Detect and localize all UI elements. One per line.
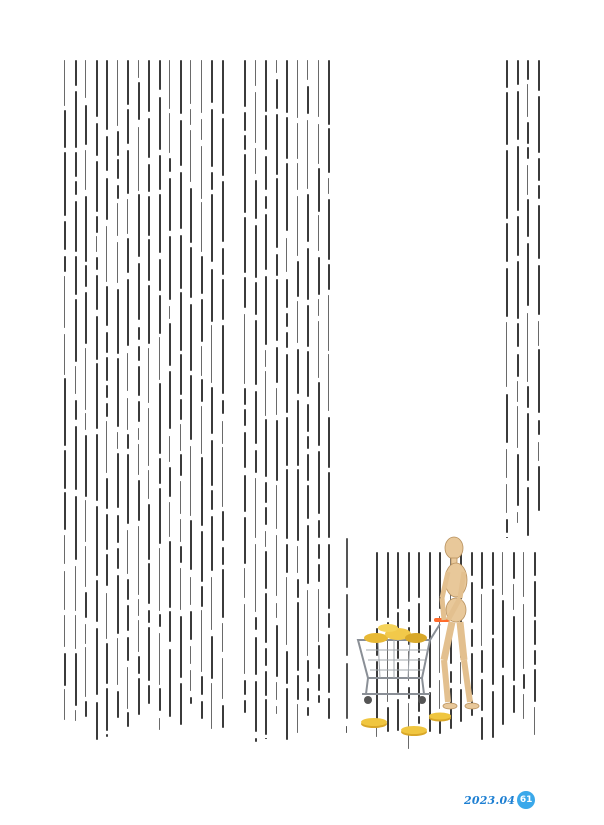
text-column xyxy=(180,60,185,740)
text-column xyxy=(538,60,543,540)
text-column xyxy=(138,60,143,740)
text-column xyxy=(307,60,312,742)
text-column xyxy=(211,60,216,740)
text-column xyxy=(190,60,195,740)
text-column xyxy=(255,60,260,742)
text-column xyxy=(492,552,497,752)
text-column xyxy=(265,60,270,742)
text-column xyxy=(276,60,281,742)
text-column xyxy=(517,60,522,540)
cart-icon xyxy=(358,620,448,704)
text-column xyxy=(169,60,174,740)
text-column xyxy=(85,60,90,740)
text-column xyxy=(117,60,122,740)
text-column xyxy=(346,538,351,760)
text-column xyxy=(534,552,539,752)
text-column xyxy=(159,60,164,740)
text-column xyxy=(523,552,528,752)
page-number: 61 xyxy=(517,791,535,809)
text-column xyxy=(297,60,302,742)
issue-date: 2023.04 xyxy=(464,793,516,807)
text-column xyxy=(502,552,507,752)
text-column xyxy=(527,60,532,540)
text-column xyxy=(106,60,111,740)
text-column xyxy=(222,60,227,740)
page-footer xyxy=(464,790,535,810)
text-column xyxy=(75,60,80,740)
mannequin-icon xyxy=(442,537,479,709)
text-column xyxy=(201,60,206,740)
text-column xyxy=(244,60,249,742)
text-column xyxy=(148,60,153,740)
text-column xyxy=(96,60,101,740)
shopping-cart-illustration xyxy=(352,532,480,744)
text-column xyxy=(328,60,333,742)
text-column xyxy=(286,60,291,742)
text-column xyxy=(506,60,511,540)
text-column xyxy=(513,552,518,752)
text-column xyxy=(64,60,69,740)
text-column xyxy=(318,60,323,742)
text-column xyxy=(481,552,486,752)
text-column xyxy=(127,60,132,740)
